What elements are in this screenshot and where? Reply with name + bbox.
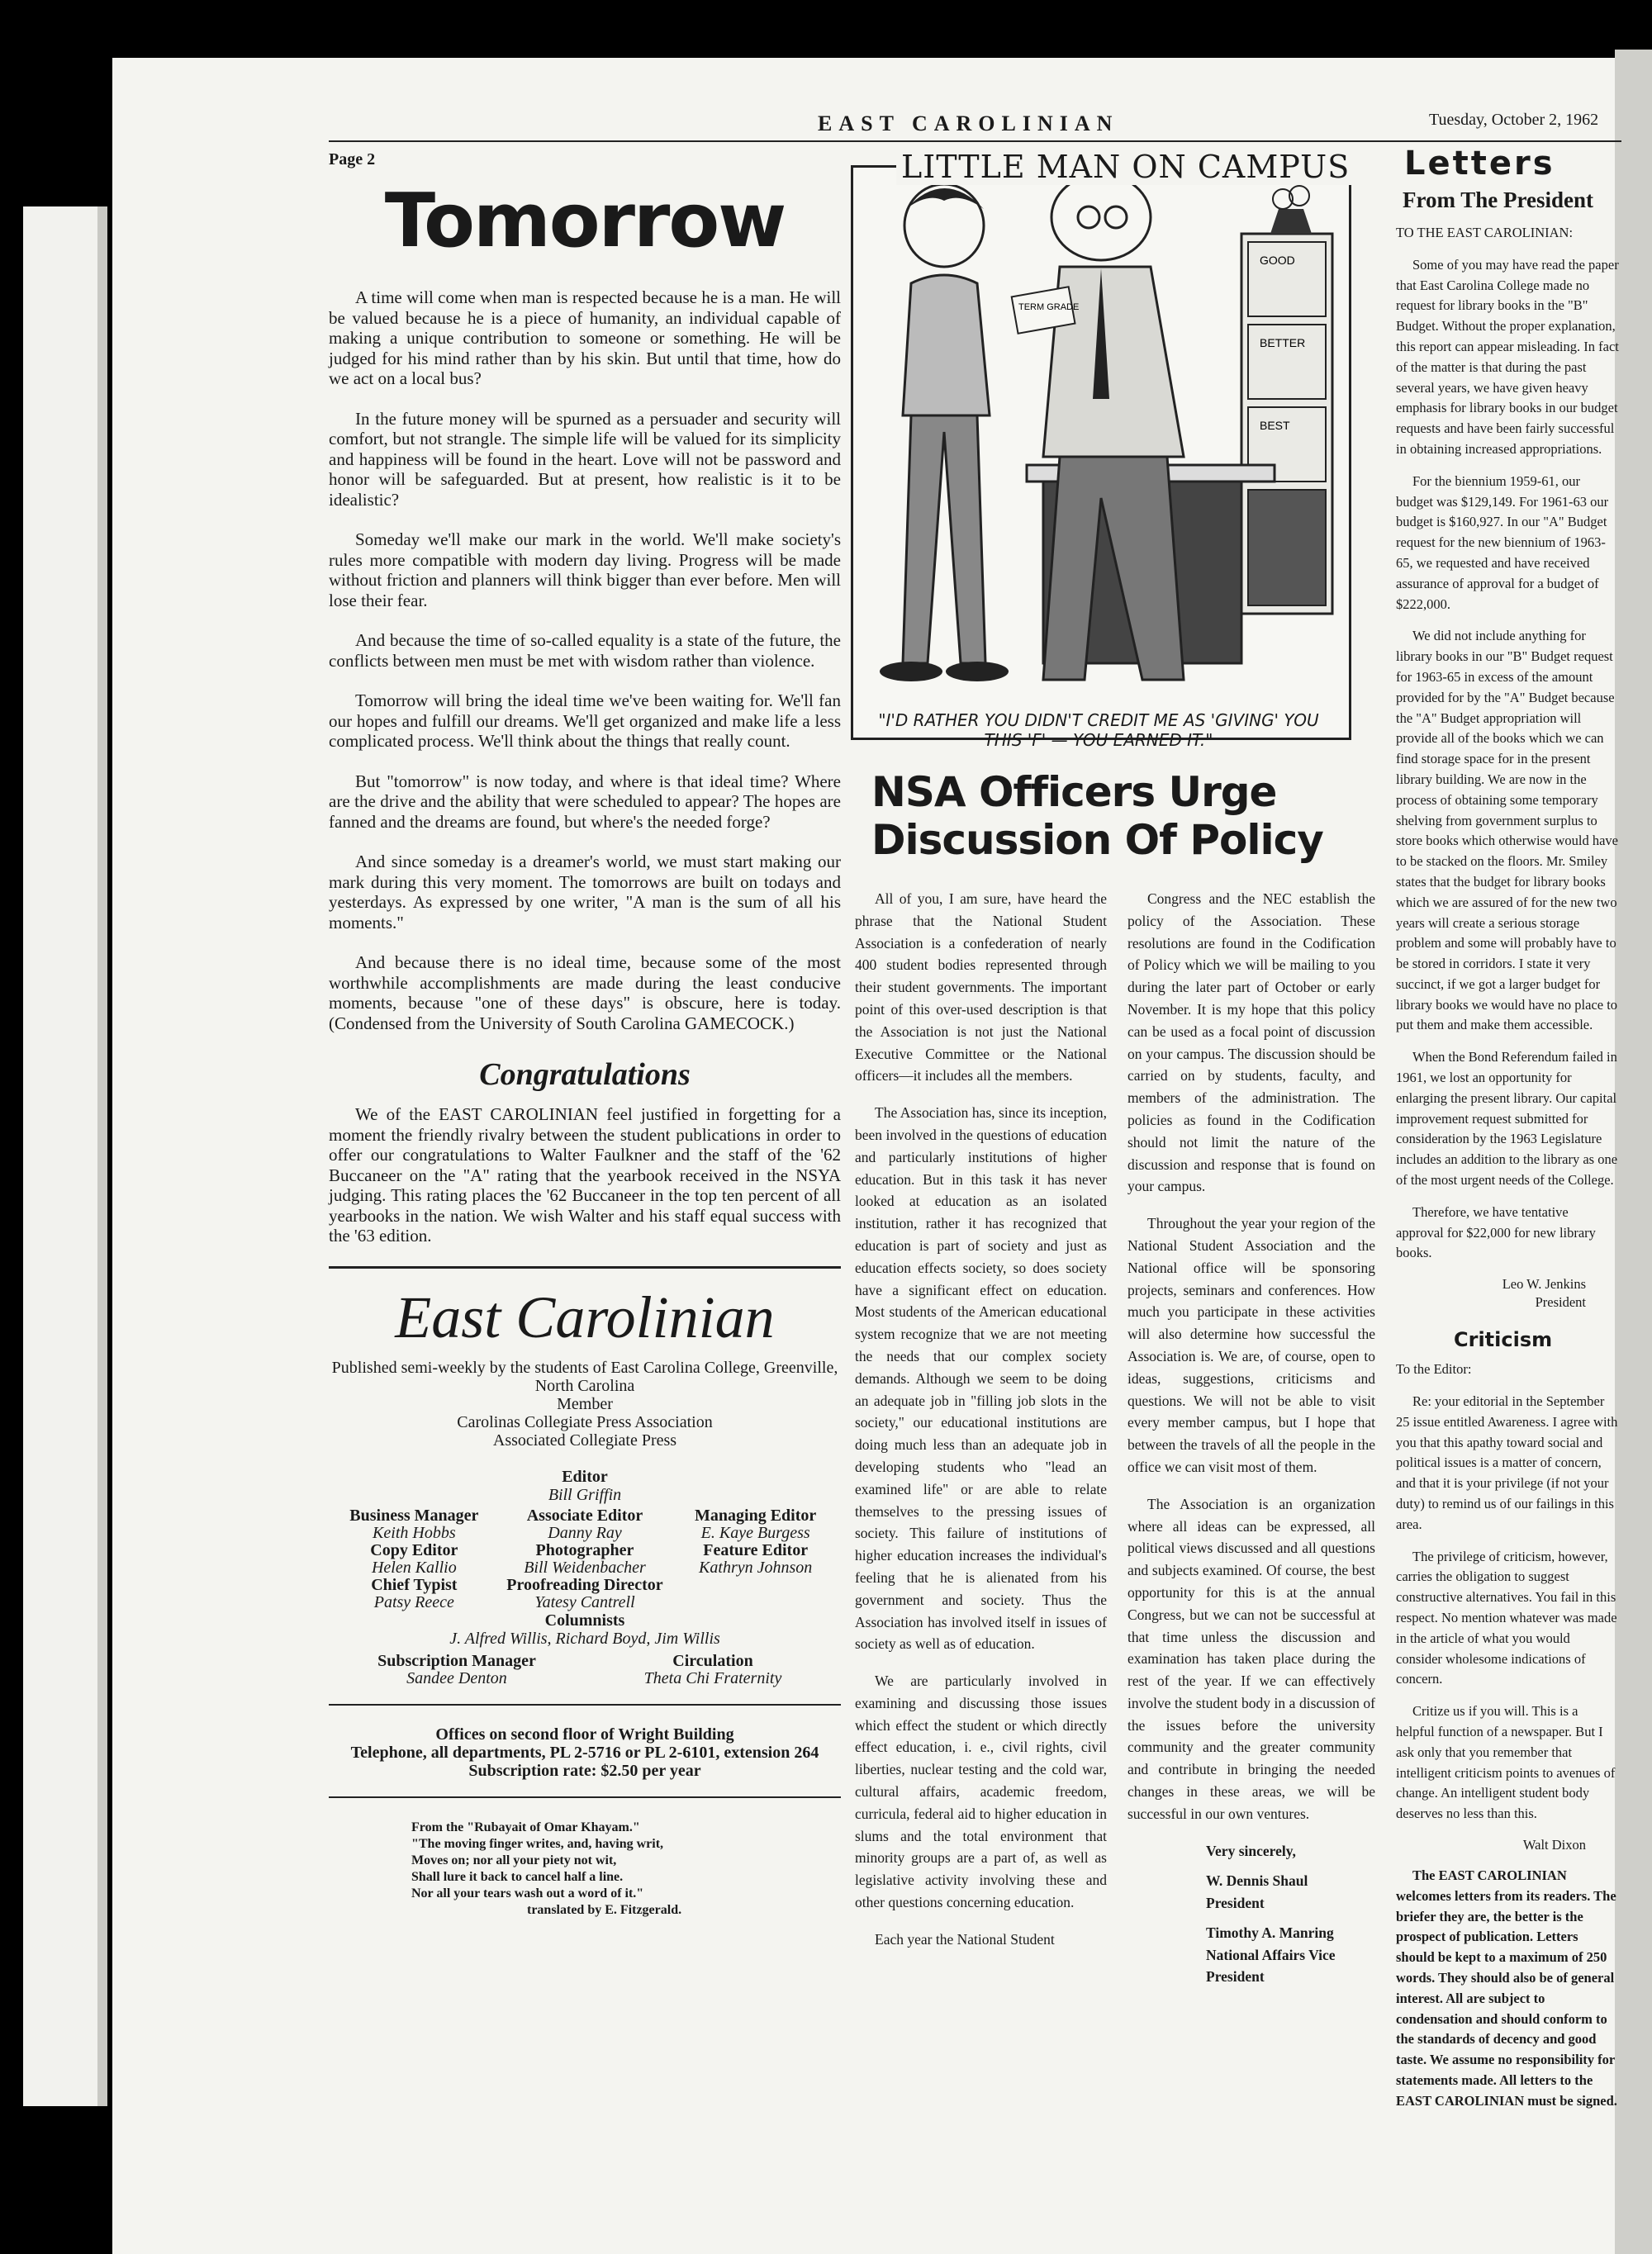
staff-entry: Feature Editor Kathryn Johnson: [699, 1540, 813, 1577]
grade-card-label: TERM GRADE: [1018, 302, 1080, 312]
issue-date: Tuesday, October 2, 1962: [1429, 111, 1599, 129]
staff-entry: Associate Editor Danny Ray: [526, 1506, 643, 1542]
columnists-role: Columnists: [544, 1611, 625, 1630]
section-divider: [329, 1266, 841, 1269]
publication-info: Published semi-weekly by the students of East Carolina College, Greenville, North Carolina: [331, 1358, 838, 1395]
staff-entry: Chief Typist Patsy Reece: [371, 1575, 458, 1611]
nsa-article-column-2: [1127, 888, 1375, 1988]
letter-paragraph: For the biennium 1959-61, our budget was $129,149. For 1961-63 our budget is $160,927. In our "A" Budget request for the new biennium of 1963-65, we requested and have received assurance of approval for a budget of $222,000.: [1396, 472, 1609, 612]
press-association: Associated Collegiate Press: [492, 1431, 677, 1450]
tomorrow-paragraph: A time will come when man is respected because he is a man. He will be valued because he is a piece of humanity, an individual capable of making a unique contribution to someone or something. He will be judged for his mind rather than by his skin. But until that time, how do we act on a local bus?: [329, 287, 841, 388]
letter-headline: From The President: [1403, 187, 1593, 212]
columnists-names: J. Alfred Willis, Richard Boyd, Jim Willis: [449, 1629, 720, 1648]
editor-role: Editor: [562, 1467, 608, 1486]
rubaiyat-quote: From the "Rubayait of Omar Khayam." "The moving finger writes, and, having writ, Moves on; nor all your piety not wit, Shall lure it back to cancel half a line. Nor all your tears wash out a word of it." translated by E. Fitzgerald.: [411, 1820, 682, 1917]
staffbox-nameplate: East Carolinian: [395, 1284, 775, 1350]
staff-entry: Copy Editor Helen Kallio: [370, 1540, 458, 1577]
nsa-paragraph: All of you, I am sure, have heard the phrase that the National Student Association is a confederation of nearly 400 student bodies represented through their student governments. The important point of this over-used description is that the Association is not just the National Executive Committee or the National officers—it includes all the members.: [855, 890, 1107, 1084]
cartoon-panel: [851, 165, 1351, 740]
section-divider: [329, 1796, 841, 1798]
editorial-column: [329, 161, 841, 1919]
letter-salutation: TO THE EAST CAROLINIAN:: [1396, 225, 1574, 240]
criticism-paragraph: Re: your editorial in the September 25 issue entitled Awareness. I agree with you that this apathy toward social and political issues is a matter of concern, and that it is your privilege (if not your duty) to remind us of our failings in this area.: [1396, 1393, 1618, 1532]
criticism-headline: Criticism: [1454, 1328, 1553, 1352]
staff-entry: Circulation Theta Chi Fraternity: [643, 1651, 782, 1687]
tomorrow-paragraph: In the future money will be spurned as a persuader and security will comfort, but not strangle. The simple life will be valued for its simplicity and happiness will be found in the heart. Love will not be password and honor will be safeguarded. But at present, how realistic is it to be idealistic?: [329, 408, 841, 510]
tomorrow-paragraph: And since someday is a dreamer's world, we must start making our mark during this very moment. The tomorrows are built on todays and yesterdays. As expressed by one writer, "A man is the sum of all his moments.": [329, 852, 841, 932]
staff-listing-bottom: [329, 1653, 841, 1687]
letter-paragraph: Some of you may have read the paper that East Carolina College made no request for library books in the "B" Budget. Without the proper explanation, this report can appear misleading. In fact of the matter is that during the past several years, we have given heavy emphasis for library books in our budget requests and have been fairly successful in obtaining increased appropriations.: [1396, 256, 1619, 457]
nsa-paragraph: Each year the National Student: [875, 1930, 1055, 1948]
letters-column: [1396, 145, 1619, 2124]
nsa-paragraph: We are particularly involved in examining and discussing those issues which effect the student or which directly effect education, i. e., civil rights, civil liberties, nuclear testing and the cold war, cultural affairs, academic freedom, curricula, federal aid to higher education in slums and the total environment that minority groups are a part of, as well as legislative activity involving these and other questions concerning education.: [855, 1673, 1107, 1911]
cabinet-label-good: GOOD: [1260, 254, 1295, 267]
staff-entry: Business Manager Keith Hobbs: [349, 1506, 479, 1542]
staff-entry: Photographer Bill Weidenbacher: [524, 1540, 646, 1577]
tomorrow-paragraph: But "tomorrow" is now today, and where is that ideal time? Where are the drive and the ability that were scheduled to appear? The hopes are fanned and the dreams are found, but where's the needed forge?: [329, 771, 841, 832]
staff-entry: Proofreading Director Yatesy Cantrell: [506, 1575, 663, 1611]
member-label: Member: [557, 1394, 613, 1413]
criticism-salutation: To the Editor:: [1396, 1361, 1472, 1378]
staff-entry: Managing Editor E. Kaye Burgess: [695, 1506, 817, 1542]
cabinet-label-better: BETTER: [1260, 336, 1306, 349]
page-edge: [1615, 50, 1652, 2254]
nsa-paragraph: The Association is an organization where all ideas can be expressed, all political views discussed and all questions and subjects examined. Of course, the best opportunity for this is at the annual Congress, but we can not be successful at that time unless the discussion and examination has taken place during the rest of the year. If we can effectively involve the student body in a discussion of the issues before the university community and the greater community and contribute in bringing the needed changes in these areas, we will be successful in our own ventures.: [1127, 1495, 1375, 1822]
tomorrow-headline: Tomorrow: [384, 178, 786, 264]
nsa-paragraph: The Association has, since its inception, been involved in the questions of education and particularly institutions of higher education. But in this task it has never looked at education as an isolated institution, rather it has recognized that education is part of society and just as education effects society, so does society have a significant effect on education. Most students of the American educational system recognize that we are not meeting the needs that our complex society demands. Although we seem to be doing an adequate job in "filling job slots in the society," our educational institutions are doing much less than an adequate job in developing students who "lead an examined life" or are able to relate themselves to the pressing issues of society. This failure of institutions of higher education increases the individual's feeling that he is alienated from his government and society. Thus the Association has involved itself in issues of society as well as of education.: [855, 1104, 1107, 1653]
tomorrow-paragraph: Someday we'll make our mark in the world. We'll make society's rules more compatible with modern day living. Progress will be made without friction and planners will think bigger than ever before. Men will lose their fear.: [329, 529, 841, 610]
cabinet-label-best: BEST: [1260, 419, 1290, 432]
letter-paragraph: We did not include anything for library books in our "B" Budget request for 1963-65 in excess of the amount provided for by the "A" Budget because the "A" Budget appropriation will provide all of the books which we can find storage space for in the present library building. We are now in the process of obtaining some temporary shelving from government surplus to store books which otherwise would have to be stacked on the floors. Mr. Smiley states that the budget for library books which we are assured of for the new two years will create a serious storage problem and some will probably have to be stored in corridors. I state it very succinct, if we got a larger budget for library books we would have no place to put them and make them accessible.: [1396, 628, 1618, 1033]
section-divider: [329, 1704, 841, 1706]
tomorrow-paragraph: And because the time of so-called equality is a state of the future, the conflicts between men must be met with wisdom rather than violence.: [329, 630, 841, 671]
masthead: EAST CAROLINIAN: [818, 112, 1119, 135]
congratulations-headline: Congratulations: [479, 1057, 691, 1092]
nsa-article-column-1: [855, 888, 1107, 1966]
page-shadow: [97, 206, 107, 2106]
press-association: Carolinas Collegiate Press Association: [457, 1412, 713, 1431]
adjacent-page-strip: [23, 206, 97, 2106]
nsa-signature: Very sincerely, W. Dennis Shaul President Timothy A. Manring National Affairs Vice President: [1206, 1842, 1336, 1986]
tomorrow-paragraph: Tomorrow will bring the ideal time we've been waiting for. We'll fan our hopes and fulfill our dreams. We'll get organized and make life a less complicated process. We'll think about the things that really count.: [329, 690, 841, 751]
congratulations-text: We of the EAST CAROLINIAN feel justified in forgetting for a moment the friendly rivalry between the student publications in order to offer our congratulations to Walter Faulkner and the staff of the '62 Buccaneer on the "A" rating that the yearbook received in the NSYA judging. This rating places the '62 Buccaneer in the top ten percent of all yearbooks in the nation. We wish Walter and his staff equal success with the '63 edition.: [329, 1104, 841, 1246]
cartoon-illustration: [853, 168, 1349, 738]
editor-name: Bill Griffin: [548, 1485, 622, 1504]
letter-paragraph: Therefore, we have tentative approval for $22,000 for new library books.: [1396, 1203, 1596, 1261]
nsa-paragraph: Throughout the year your region of the National Student Association and the National office will be sponsoring projects, seminars and conferences. How much you participate in these activities will also determine how successful the Association is. We are, of course, open to ideas, suggestions, criticisms and questions. We will not be able to visit every member campus, but I hope that between the travels of all the people in the office we can visit most of them.: [1127, 1215, 1375, 1475]
cartoon-caption: "I'D RATHER YOU DIDN'T CREDIT ME AS 'GIVING' YOU THIS 'F' — YOU EARNED IT.": [878, 710, 1319, 750]
letters-headline: Letters: [1404, 145, 1555, 183]
header-rule: [329, 140, 1621, 142]
offices-info: Offices on second floor of Wright Building Telephone, all departments, PL 2-5716 or PL 2-6101, extension 264 Subscription rate: $2.50 per year: [350, 1725, 819, 1780]
nsa-headline: NSA Officers Urge Discussion Of Policy: [871, 768, 1323, 864]
cartoon-title: LITTLE MAN ON CAMPUS: [896, 149, 1355, 185]
nsa-paragraph: Congress and the NEC establish the policy of the Association. These resolutions are found in the Codification of Policy which we will be mailing to you during the later part of October or early November. It is my hope that this policy can be used as a focal point of discussion on your campus. The discussion should be carried on by students, faculty, and members of the administration. The policies as found in the Codification should not limit the nature of the discussion and response that is found on your campus.: [1127, 890, 1375, 1195]
letter-signature: Leo W. Jenkins President: [1502, 1276, 1586, 1311]
letter-paragraph: When the Bond Referendum failed in 1961, we lost an opportunity for enlarging the present library. Our capital improvement request submitted for consideration by the 1963 Legislature includes an addition to the library as one of the most urgent needs of the College.: [1396, 1049, 1618, 1189]
page-number: Page 2: [329, 150, 376, 168]
criticism-paragraph: The privilege of criticism, however, carries the obligation to suggest constructive alternatives. You fail in this respect. No mention whatever was made in the article of what you would consider wholesome indications of concern.: [1396, 1548, 1617, 1687]
criticism-signature: Walt Dixon: [1522, 1836, 1586, 1853]
staff-listing: [329, 1507, 841, 1611]
letters-policy: The EAST CAROLINIAN welcomes letters from its readers. The briefer they are, the better is the prospect of publication. Letters should be kept to a maximum of 250 words. They should also be of general interest. All are subject to condensation and should conform to the standards of decency and good taste. We assume no responsibility for statements made. All letters to the EAST CAROLINIAN must be signed.: [1396, 1867, 1617, 2109]
tomorrow-paragraph: And because there is no ideal time, because some of the most worthwhile accomplishments are made during the least conducive moments, because "one of these days" is obscure, here is today. (Condensed from the University of South Carolina GAMECOCK.): [329, 952, 841, 1033]
staff-entry: Subscription Manager Sandee Denton: [377, 1651, 536, 1687]
criticism-paragraph: Critize us if you will. This is a helpful function of a newspaper. But I ask only that you remember that intelligent criticism points to avenues of change. An intelligent student body deserves no less than this.: [1396, 1703, 1616, 1822]
